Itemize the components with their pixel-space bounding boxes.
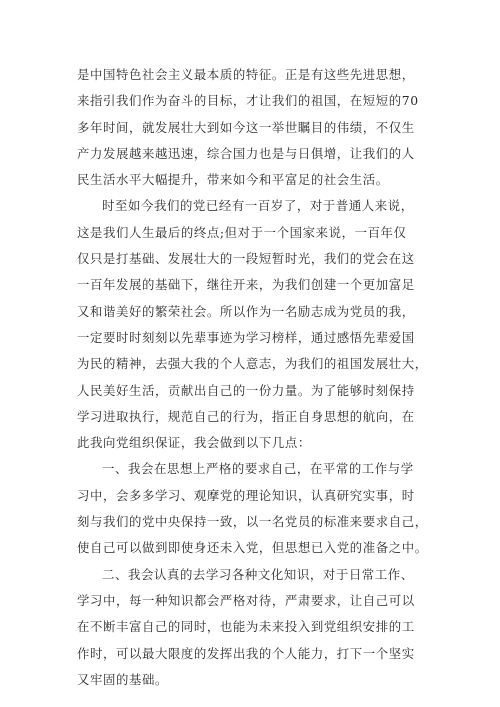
text-line: 此我向党组织保证，我会做到以下几点： — [77, 435, 311, 451]
text-line: 一百年发展的基础下，继往开来，为我们创建一个更加富足 — [77, 277, 415, 293]
text-line: 又和谐美好的繁荣社会。所以作为一名励志成为党员的我， — [77, 303, 415, 319]
text-line: 仅只是打基础、发展壮大的一段短暂时光，我们的党会在这 — [77, 251, 415, 267]
text-line: 二、我会认真的去学习各种文化知识，对于日常工作、 — [102, 566, 414, 582]
text-line: 为民的精神，去强大我的个人意志，为我们的祖国发展壮大， — [77, 356, 428, 372]
text-line: 刻与我们的党中央保持一致，以一名党员的标准来要求自己， — [77, 514, 428, 530]
text-line: 来指引我们作为奋斗的目标，才让我们的祖国，在短短的70 — [77, 93, 419, 109]
text-line: 这是我们人生最后的终点;但对于一个国家来说，一百年仅 — [77, 224, 407, 240]
text-line: 产力发展越来越迅速，综合国力也是与日俱增，让我们的人 — [77, 145, 415, 161]
document-body — [77, 62, 437, 693]
text-line: 一、我会在思想上严格的要求自己，在平常的工作与学 — [102, 461, 414, 477]
text-line: 又牢固的基础。 — [77, 671, 168, 687]
text-line: 民生活水平大幅提升，带来如今和平富足的社会生活。 — [77, 172, 389, 188]
text-line: 作时，可以最大限度的发挥出我的个人能力，打下一个坚实 — [77, 645, 415, 661]
text-line: 一定要时时刻刻以先辈事迹为学习榜样，通过感悟先辈爱国 — [77, 329, 415, 345]
text-line: 是中国特色社会主义最本质的特征。正是有这些先进思想， — [77, 67, 415, 82]
text-line: 使自己可以做到即使身还未入党，但思想已入党的准备之中。 — [77, 540, 428, 556]
text-line: 习中，会多多学习、观摩党的理论知识，认真研究实事，时 — [77, 487, 415, 503]
text-line: 时至如今我们的党已经有一百岁了，对于普通人来说， — [102, 198, 414, 214]
text-line: 人民美好生活，贡献出自己的一份力量。为了能够时刻保持 — [77, 382, 415, 398]
text-line: 学习进取执行，规范自己的行为，指正自身思想的航向，在 — [77, 408, 415, 424]
text-line: 学习中，每一种知识都会严格对待，严肃要求，让自己可以 — [77, 592, 415, 608]
text-line: 在不断丰富自己的同时，也能为未来投入到党组织安排的工 — [77, 619, 415, 635]
text-line: 多年时间，就发展壮大到如今这一举世瞩目的伟绩，不仅生 — [77, 119, 415, 135]
